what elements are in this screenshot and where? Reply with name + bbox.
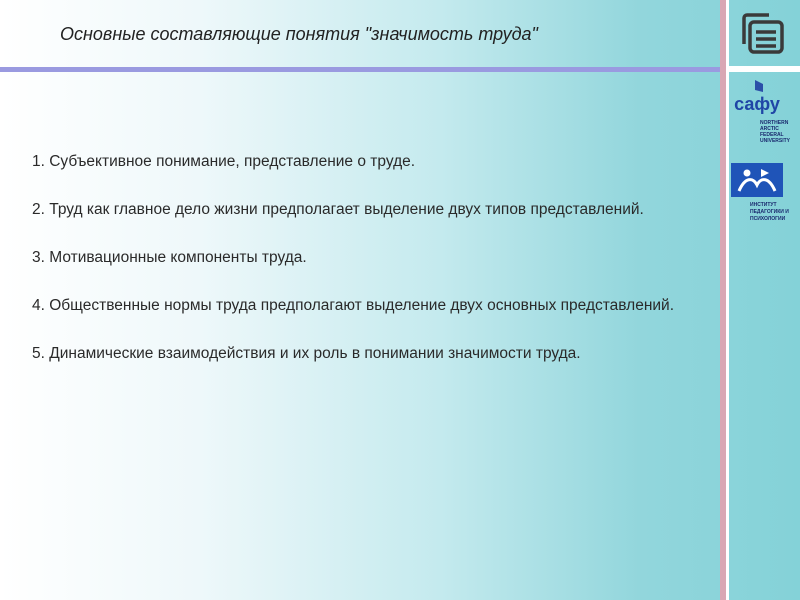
list-item: 5. Динамические взаимодействия и их роль в понимании значимости труда.	[32, 345, 581, 362]
svg-text:сафу: сафу	[734, 94, 780, 114]
slide-content	[32, 150, 692, 390]
list-item: 2. Труд как главное дело жизни предполагает выделение двух типов представлений.	[32, 201, 644, 218]
slide-title: Основные составляющие понятия "значимость труда"	[60, 24, 538, 44]
safu-caption: NORTHERN ARCTIC FEDERAL UNIVERSITY	[760, 120, 791, 144]
side-bar-highlight	[726, 0, 729, 600]
institute-caption: ИНСТИТУТ ПЕДАГОГИКИ И ПСИХОЛОГИИ	[750, 202, 789, 222]
list-item: 1. Субъективное понимание, представление о труде.	[32, 153, 416, 170]
safu-logo	[733, 78, 781, 118]
document-icon	[739, 12, 785, 56]
title-divider	[0, 67, 722, 72]
side-divider	[722, 66, 800, 72]
list-item: 3. Мотивационные компоненты труда.	[32, 249, 307, 266]
institute-logo	[731, 163, 783, 197]
list-item: 4. Общественные нормы труда предполагают выделение двух основных представлений.	[32, 297, 675, 314]
